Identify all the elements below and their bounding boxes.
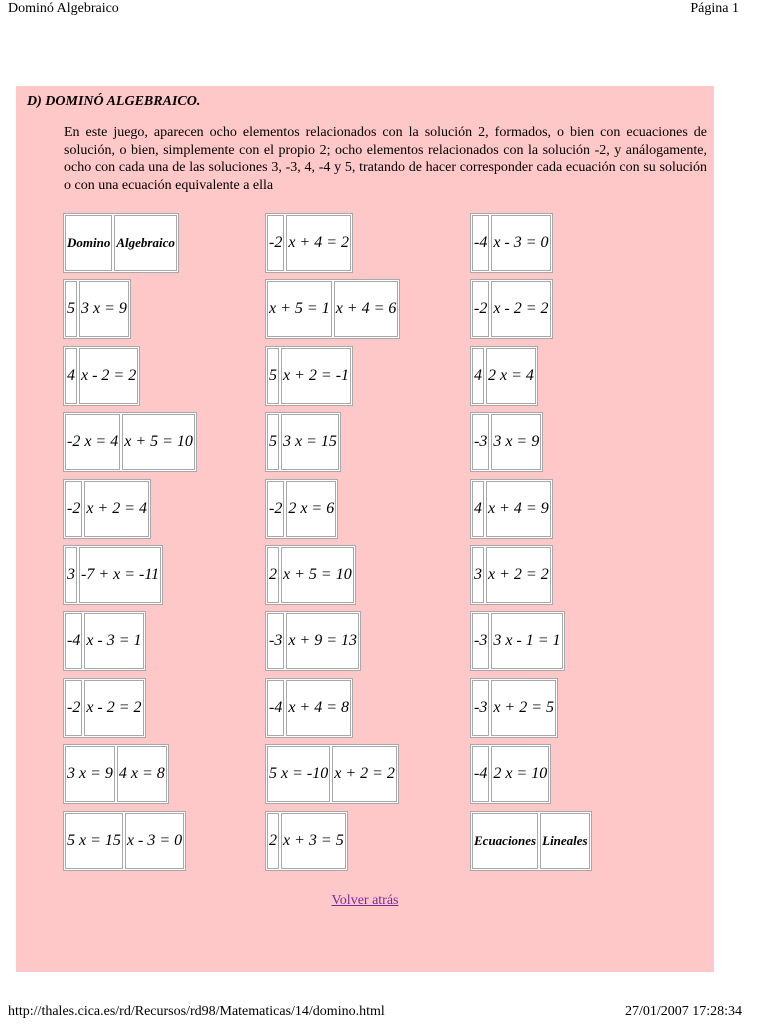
- domino-left-half: -2 x = 4: [65, 414, 120, 470]
- domino-tile: [265, 346, 353, 406]
- domino-tile: [470, 346, 538, 406]
- domino-right-half: x + 2 = -1: [281, 348, 351, 404]
- domino-tile: [63, 346, 140, 406]
- domino-left-half: 4: [472, 348, 484, 404]
- domino-tile: [265, 811, 348, 871]
- content-panel: [16, 86, 714, 972]
- domino-tile: [470, 545, 553, 605]
- domino-right-half: x - 2 = 2: [79, 348, 138, 404]
- domino-tile: [470, 611, 565, 671]
- domino-right-half: 2 x = 10: [491, 746, 549, 802]
- domino-right-half: x + 9 = 13: [286, 613, 359, 669]
- domino-left-half: 5: [65, 281, 77, 337]
- domino-right-half: x - 3 = 1: [84, 613, 143, 669]
- domino-left-half: 3 x = 9: [65, 746, 115, 802]
- domino-tile: [265, 545, 356, 605]
- domino-right-half: 3 x = 9: [491, 414, 541, 470]
- domino-tile: [265, 412, 341, 472]
- domino-left-half: -2: [65, 481, 82, 537]
- domino-tile: [470, 412, 543, 472]
- domino-right-half: x + 4 = 8: [286, 680, 351, 736]
- page-header-title: Dominó Algebraico: [8, 1, 119, 16]
- domino-tile: [63, 213, 179, 273]
- domino-right-half: x + 4 = 9: [486, 481, 551, 537]
- domino-left-half: 5: [267, 414, 279, 470]
- domino-left-half: -3: [472, 680, 489, 736]
- domino-tile: [470, 744, 551, 804]
- domino-tile: [63, 611, 146, 671]
- domino-left-half: -2: [65, 680, 82, 736]
- domino-left-half: 2: [267, 813, 279, 869]
- domino-left-half: 5 x = 15: [65, 813, 123, 869]
- domino-left-half: 5 x = -10: [267, 746, 330, 802]
- domino-tile: [265, 744, 399, 804]
- domino-right-half: 3 x = 15: [281, 414, 339, 470]
- domino-left-half: 3: [65, 547, 77, 603]
- domino-right-half: 3 x - 1 = 1: [491, 613, 562, 669]
- domino-tile: [470, 213, 553, 273]
- domino-right-half: x + 5 = 10: [281, 547, 354, 603]
- page-footer-timestamp: 27/01/2007 17:28:34: [624, 1004, 742, 1019]
- domino-left-half: 3: [472, 547, 484, 603]
- domino-left-half: -4: [472, 746, 489, 802]
- domino-right-half: Lineales: [540, 813, 590, 869]
- domino-tile: [470, 811, 592, 871]
- domino-tile: [63, 279, 131, 339]
- domino-right-half: 2 x = 6: [286, 481, 336, 537]
- domino-tile: [63, 545, 163, 605]
- domino-right-half: x + 4 = 2: [286, 215, 351, 271]
- domino-left-half: 5: [267, 348, 279, 404]
- domino-tile: [265, 479, 338, 539]
- domino-right-half: x + 2 = 4: [84, 481, 149, 537]
- domino-left-half: 2: [267, 547, 279, 603]
- domino-left-half: -3: [267, 613, 284, 669]
- domino-right-half: x - 2 = 2: [84, 680, 143, 736]
- domino-right-half: 3 x = 9: [79, 281, 129, 337]
- domino-left-half: 4: [472, 481, 484, 537]
- domino-tile: [63, 678, 146, 738]
- page-header-number: Página 1: [690, 1, 739, 16]
- domino-left-half: -4: [267, 680, 284, 736]
- domino-left-half: x + 5 = 1: [267, 281, 332, 337]
- back-link[interactable]: Volver atrás: [331, 893, 399, 908]
- domino-left-half: -4: [472, 215, 489, 271]
- domino-tile: [470, 678, 558, 738]
- domino-tile: [265, 213, 353, 273]
- domino-tile: [265, 611, 361, 671]
- domino-left-half: Ecuaciones: [472, 813, 538, 869]
- domino-right-half: -7 + x = -11: [79, 547, 161, 603]
- domino-right-half: x + 2 = 5: [491, 680, 556, 736]
- domino-tile: [63, 479, 151, 539]
- domino-left-half: -4: [65, 613, 82, 669]
- domino-right-half: 2 x = 4: [486, 348, 536, 404]
- domino-right-half: x + 5 = 10: [122, 414, 195, 470]
- domino-left-half: 4: [65, 348, 77, 404]
- domino-left-half: -2: [472, 281, 489, 337]
- domino-left-half: Domino: [65, 215, 112, 271]
- domino-right-half: x - 2 = 2: [491, 281, 550, 337]
- domino-right-half: 4 x = 8: [117, 746, 167, 802]
- domino-right-half: x + 2 = 2: [332, 746, 397, 802]
- domino-right-half: Algebraico: [114, 215, 177, 271]
- domino-right-half: x + 2 = 2: [486, 547, 551, 603]
- domino-tile: [63, 744, 169, 804]
- domino-tile: [63, 811, 186, 871]
- domino-tile: [265, 678, 353, 738]
- section-title: D) DOMINÓ ALGEBRAICO.: [27, 94, 201, 109]
- domino-left-half: -2: [267, 481, 284, 537]
- domino-right-half: x - 3 = 0: [491, 215, 550, 271]
- domino-right-half: x + 4 = 6: [334, 281, 399, 337]
- domino-right-half: x - 3 = 0: [125, 813, 184, 869]
- page-footer-url: http://thales.cica.es/rd/Recursos/rd98/Matematicas/14/domino.html: [8, 1004, 385, 1019]
- domino-tile: [63, 412, 197, 472]
- domino-tile: [470, 479, 553, 539]
- domino-tile: [265, 279, 400, 339]
- intro-paragraph: En este juego, aparecen ocho elementos relacionados con la solución 2, formados, o bien con ecuaciones de solución, o bien, simplemente con el propio 2; ocho elementos relacionados con la solución -2, y análogamente, ocho con cada una de las soluciones 3, -3, 4, -4 y 5, tratando de hacer corresponder cada ecuación con su solución o con una ecuación equivalente a ella: [64, 125, 707, 193]
- domino-right-half: x + 3 = 5: [281, 813, 346, 869]
- domino-tile: [470, 279, 553, 339]
- domino-left-half: -2: [267, 215, 284, 271]
- domino-left-half: -3: [472, 414, 489, 470]
- domino-left-half: -3: [472, 613, 489, 669]
